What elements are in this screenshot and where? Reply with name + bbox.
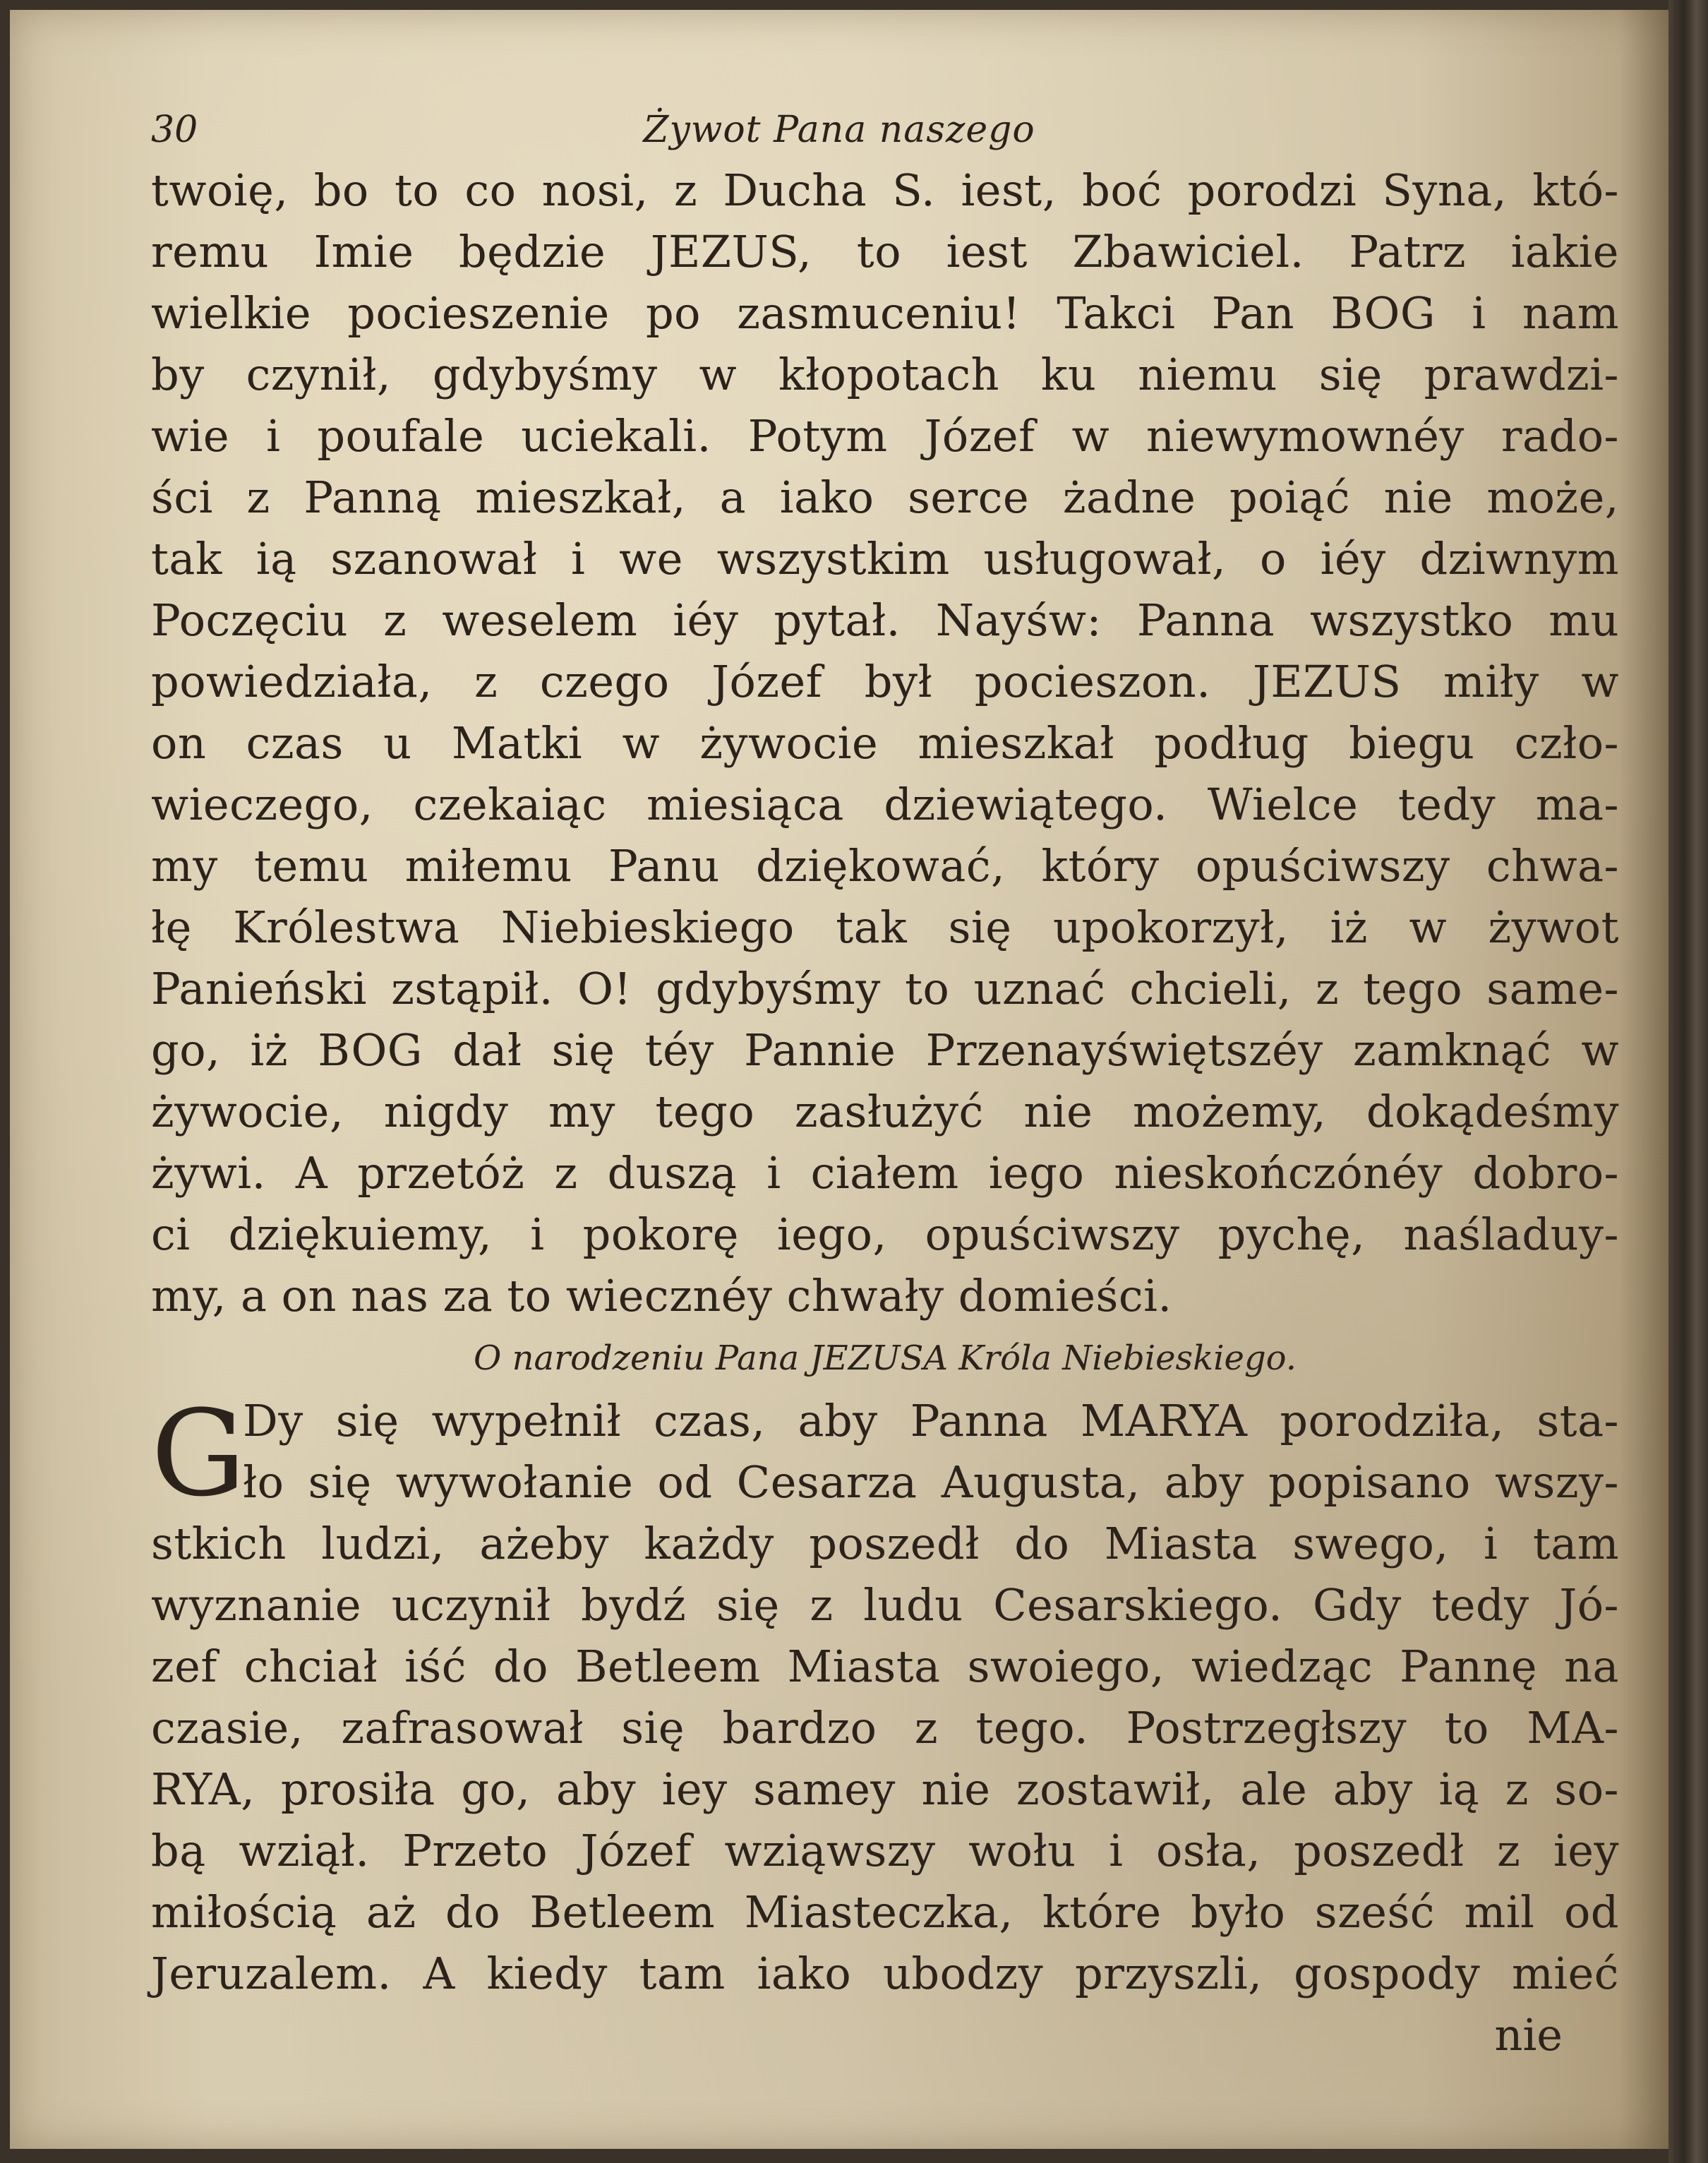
- text-line: miłością aż do Betleem Miasteczka, które było sześć mil od: [151, 1886, 1619, 1938]
- text-line: Panieński zstąpił. O! gdybyśmy to uznać chcieli, z tego same-: [151, 963, 1619, 1014]
- text-line: ci dziękuiemy, i pokorę iego, opuściwszy pychę, naśladuy-: [151, 1209, 1619, 1260]
- paragraph-2-indented-lines: [151, 1384, 1619, 1523]
- text-line: my, a on nas za to wiecznéy chwały domieści.: [151, 1270, 1172, 1322]
- body-text: [151, 160, 1619, 2066]
- text-line: wie i poufale uciekali. Potym Józef w niewymownéy rado-: [151, 410, 1619, 462]
- text-line: go, iż BOG dał się téy Pannie Przenayświętszéy zamknąć w: [151, 1024, 1619, 1076]
- text-line: stkich ludzi, ażeby każdy poszedł do Miasta swego, i tam: [151, 1518, 1619, 1569]
- text-line: łę Królestwa Niebieskiego tak się upokorzył, iż w żywot: [151, 901, 1619, 953]
- book-binding-edge: [1668, 0, 1708, 2163]
- text-line: my temu miłemu Panu dziękować, który opuściwszy chwa-: [151, 840, 1619, 892]
- paragraph-2: [151, 1384, 1619, 2004]
- paragraph-2-lines: [151, 1513, 1619, 2004]
- text-line: tak ią szanował i we wszystkim usługował, o iéy dziwnym: [151, 533, 1619, 585]
- text-line: twoię, bo to co nosi, z Ducha S. iest, boć porodzi Syna, któ-: [151, 164, 1619, 216]
- text-line: remu Imie będzie JEZUS, to iest Zbawiciel. Patrz iakie: [151, 226, 1619, 277]
- drop-cap: G: [151, 1384, 246, 1523]
- text-line: czasie, zafrasował się bardzo z tego. Postrzegłszy to MA-: [151, 1702, 1619, 1754]
- text-line: Poczęciu z weselem iéy pytał. Nayśw: Panna wszystko mu: [151, 594, 1619, 646]
- text-line: ści z Panną mieszkał, a iako serce żadne poiąć nie może,: [151, 472, 1619, 523]
- text-line: żywi. A przetóż z duszą i ciałem iego nieskończónéy dobro-: [151, 1147, 1619, 1199]
- text-line: Jeruzalem. A kiedy tam iako ubodzy przyszli, gospody mieć: [151, 1948, 1619, 1999]
- book-page: [10, 10, 1668, 2149]
- text-line: Dy się wypełnił czas, aby Panna MARYA porodziła, sta-: [243, 1395, 1619, 1446]
- text-line: by czynił, gdybyśmy w kłopotach ku niemu się prawdzi-: [151, 349, 1619, 400]
- page-number: 30: [151, 109, 198, 151]
- text-line: ło się wywołanie od Cesarza Augusta, aby popisano wszy-: [243, 1456, 1619, 1508]
- page-header: [10, 109, 1668, 165]
- paragraph-1: [151, 160, 1619, 1326]
- text-line: on czas u Matki w żywocie mieszkał podług biegu czło-: [151, 717, 1619, 769]
- text-line: RYA, prosiła go, aby iey samey nie zostawił, ale aby ią z so-: [151, 1763, 1619, 1815]
- catchword: nie: [1494, 2009, 1563, 2061]
- running-title: Żywot Pana naszego: [643, 109, 1035, 151]
- text-line: powiedziała, z czego Józef był pocieszon. JEZUS miły w: [151, 656, 1619, 707]
- text-line: zef chciał iść do Betleem Miasta swoiego, wiedząc Pannę na: [151, 1641, 1619, 1692]
- text-line: wielkie pocieszenie po zasmuceniu! Takci Pan BOG i nam: [151, 287, 1619, 339]
- text-line: bą wziął. Przeto Józef wziąwszy wołu i osła, poszedł z iey: [151, 1825, 1619, 1876]
- text-line: wyznanie uczynił bydź się z ludu Cesarskiego. Gdy tedy Jó-: [151, 1579, 1619, 1631]
- text-line: wieczego, czekaiąc miesiąca dziewiątego. Wielce tedy ma-: [151, 779, 1619, 830]
- section-heading: O narodzeniu Pana JEZUSA Króla Niebieskiego.: [474, 1338, 1297, 1378]
- text-line: żywocie, nigdy my tego zasłużyć nie możemy, dokądeśmy: [151, 1086, 1619, 1137]
